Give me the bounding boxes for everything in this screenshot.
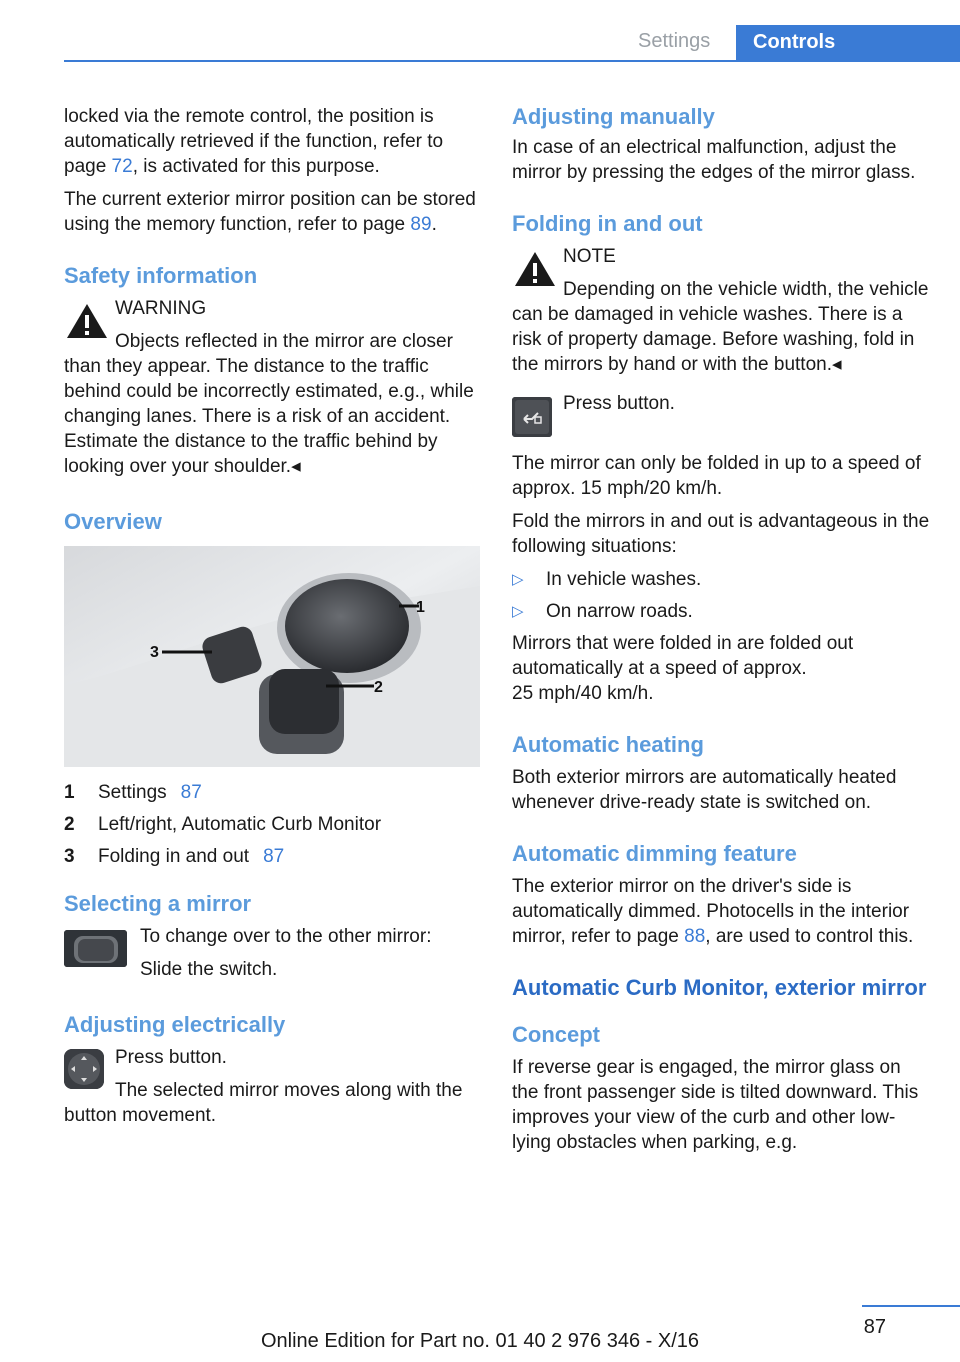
page-link-87[interactable]: 87: [180, 782, 202, 803]
header-rule: [64, 60, 960, 62]
heading-adjusting-manually: Adjusting manually: [512, 104, 715, 129]
heading-selecting-mirror: Selecting a mirror: [64, 891, 252, 916]
fold-situations-text: Fold the mirrors in and out is advantageous in the following situations:: [512, 511, 930, 557]
warning-icon: [64, 300, 110, 342]
select-mirror-block: [64, 924, 480, 982]
mirror-adjust-button-icon: [64, 1049, 104, 1089]
heading-automatic-heating: Automatic heating: [512, 732, 704, 757]
header-chapter-tab: Controls: [736, 25, 960, 62]
adjust-electric-block: [64, 1045, 480, 1128]
fold-press-button: Press button.: [563, 393, 675, 414]
header-section: Settings: [638, 30, 711, 52]
warning-notice: [64, 296, 480, 479]
page-link-88[interactable]: 88: [684, 926, 706, 947]
select-step-2: Slide the switch.: [140, 959, 278, 980]
mirror-controls-illustration: [64, 546, 480, 767]
legend-item-3: 3 Folding in and out 87: [64, 846, 285, 867]
dimming-text: The exterior mirror on the driver's side is automatically dimmed. Photocells in the interior mirror, refer to page 88, are used to control this.: [512, 876, 914, 947]
heading-folding: Folding in and out: [512, 211, 703, 236]
right-column: [512, 104, 932, 1163]
fold-speed-text: The mirror can only be folded in up to a speed of approx. 15 mph/20 km/h.: [512, 453, 921, 499]
fold-button-block: [512, 391, 932, 439]
bullet-item-2: ▷ On narrow roads.: [512, 601, 693, 622]
manual-text: In case of an electrical malfunction, adjust the mirror by pressing the edges of the mirror glass.: [512, 137, 916, 183]
heading-safety-information: Safety information: [64, 263, 258, 288]
warning-text: Objects reflected in the mirror are closer than they appear. The distance to the traffic behind could be incorrectly estimated, e.g., while changing lanes. There is a risk of an accident. Estimate the distance to the traffic behind by looking over your shoulder.◂: [64, 331, 474, 477]
left-column: [64, 104, 480, 1136]
adjust-step-1: Press button.: [115, 1047, 227, 1068]
legend-item-1: 1 Settings 87: [64, 782, 202, 803]
footer-edition: Online Edition for Part no. 01 40 2 976 346 - X/16: [260, 1330, 700, 1352]
bullet-triangle-icon: ▷: [512, 603, 524, 620]
bullet-item-1: ▷ In vehicle washes.: [512, 569, 702, 590]
fold-mirror-button-icon: [512, 397, 552, 437]
heating-text: Both exterior mirrors are automatically heated whenever drive-ready state is switched on.: [512, 767, 897, 813]
heading-overview: Overview: [64, 509, 162, 534]
overview-legend: [64, 780, 480, 869]
bullet-triangle-icon: ▷: [512, 571, 524, 588]
callout-2: 2: [374, 679, 383, 696]
page-link-72[interactable]: 72: [111, 156, 133, 177]
heading-adjusting-electrically: Adjusting electrically: [64, 1012, 286, 1037]
fold-out-text: Mirrors that were folded in are folded out automatically at a speed of approx. 25 mph/40 km/h.: [512, 633, 854, 704]
page-number: 87: [863, 1316, 886, 1338]
select-step-1: To change over to the other mirror:: [140, 926, 432, 947]
heading-concept: Concept: [512, 1022, 600, 1047]
page-link-89[interactable]: 89: [410, 214, 432, 235]
warning-label: WARNING: [115, 298, 207, 319]
note-warning-icon: [512, 248, 558, 290]
paragraph-memory-retrieve: locked via the remote control, the position is automatically retrieved if the function, refer to page 72, is activated for this purpose.: [64, 106, 444, 177]
legend-item-2: 2 Left/right, Automatic Curb Monitor: [64, 814, 382, 835]
concept-text: If reverse gear is engaged, the mirror glass on the front passenger side is tilted downward. This improves your view of the curb and other low-lying obstacles when parking, e.g.: [512, 1057, 919, 1153]
footer-rule: [862, 1305, 960, 1307]
mirror-controls-photo: [64, 546, 480, 767]
page-link-87-fold[interactable]: 87: [263, 846, 285, 867]
callout-1: 1: [416, 599, 425, 616]
adjust-step-2: The selected mirror moves along with the button movement.: [64, 1080, 463, 1126]
heading-automatic-curb-monitor: Automatic Curb Monitor, exterior mirror: [512, 975, 927, 1000]
callout-3: 3: [150, 644, 159, 661]
heading-automatic-dimming: Automatic dimming feature: [512, 841, 797, 866]
paragraph-memory-store: The current exterior mirror position can be stored using the memory function, refer to page 89.: [64, 189, 476, 235]
note-notice: [512, 244, 932, 377]
note-text: Depending on the vehicle width, the vehicle can be damaged in vehicle washes. There is a risk of property damage. Before washing, fold in the mirrors by hand or with the button.◂: [512, 279, 929, 375]
note-label: NOTE: [563, 246, 616, 267]
mirror-switch-icon: [64, 930, 127, 967]
